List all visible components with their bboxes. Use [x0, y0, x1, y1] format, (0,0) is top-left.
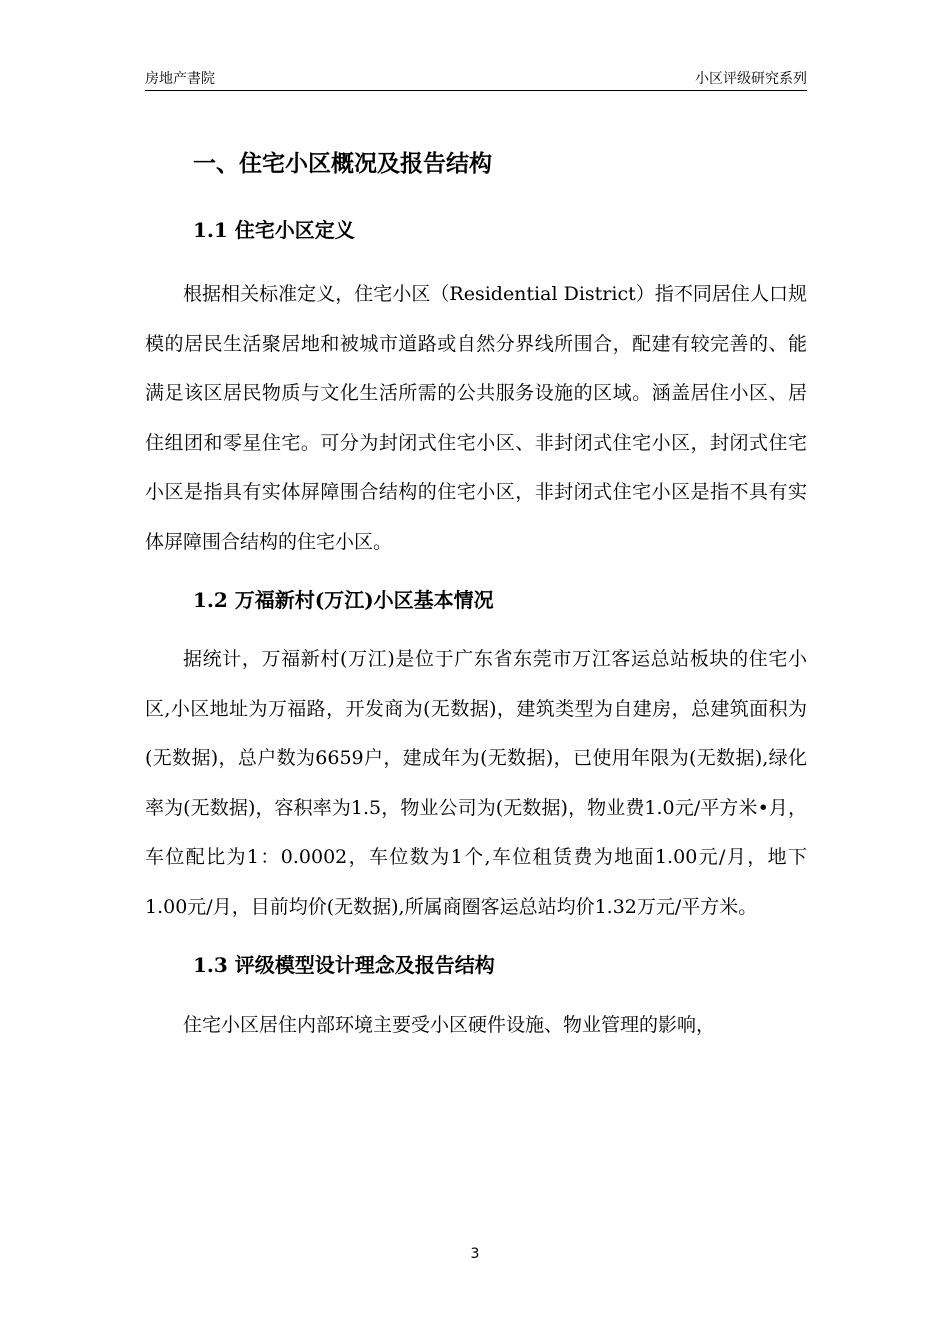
- section-title: 一、住宅小区概况及报告结构: [193, 150, 492, 177]
- header-publisher: 房地产書院: [145, 71, 215, 87]
- page-header: [145, 68, 807, 91]
- subsection-2-title: 1.2 万福新村(万江)小区基本情况: [193, 588, 494, 612]
- header-series-title: 小区评级研究系列: [695, 71, 807, 87]
- subsection-3-paragraph: 住宅小区居住内部环境主要受小区硬件设施、物业管理的影响，: [183, 1014, 716, 1036]
- page-number: 3: [470, 1246, 480, 1262]
- page-content: [145, 140, 807, 1051]
- subsection-1-paragraph: 根据相关标准定义，住宅小区（Residential District）指不同居住人口规模的居民生活聚居地和被城市道路或自然分界线所围合，配建有较完善的、能满足该区居民物质与文化生活所需的公共服务设施的区域。涵盖居住小区、居住组团和零星住宅。可分为封闭式住宅小区、非封闭式住宅小区，封闭式住宅小区是指具有实体屏障围合结构的住宅小区，非封闭式住宅小区是指不具有实体屏障围合结构的住宅小区。: [145, 283, 807, 553]
- subsection-1-title: 1.1 住宅小区定义: [193, 218, 355, 242]
- subsection-2-paragraph: 据统计，万福新村(万江)是位于广东省东莞市万江客运总站板块的住宅小区,小区地址为万福路，开发商为(无数据)，建筑类型为自建房，总建筑面积为(无数据)，总户数为6659户，建成年为(无数据)，已使用年限为(无数据),绿化率为(无数据)，容积率为1.5，物业公司为(无数据)，物业费1.0元/平方米•月，车位配比为1：0.0002，车位数为1个,车位租赁费为地面1.00元/月，地下1.00元/月，目前均价(无数据),所属商圈客运总站均价1.32万元/平方米。: [145, 648, 807, 918]
- subsection-3-title: 1.3 评级模型设计理念及报告结构: [193, 953, 495, 977]
